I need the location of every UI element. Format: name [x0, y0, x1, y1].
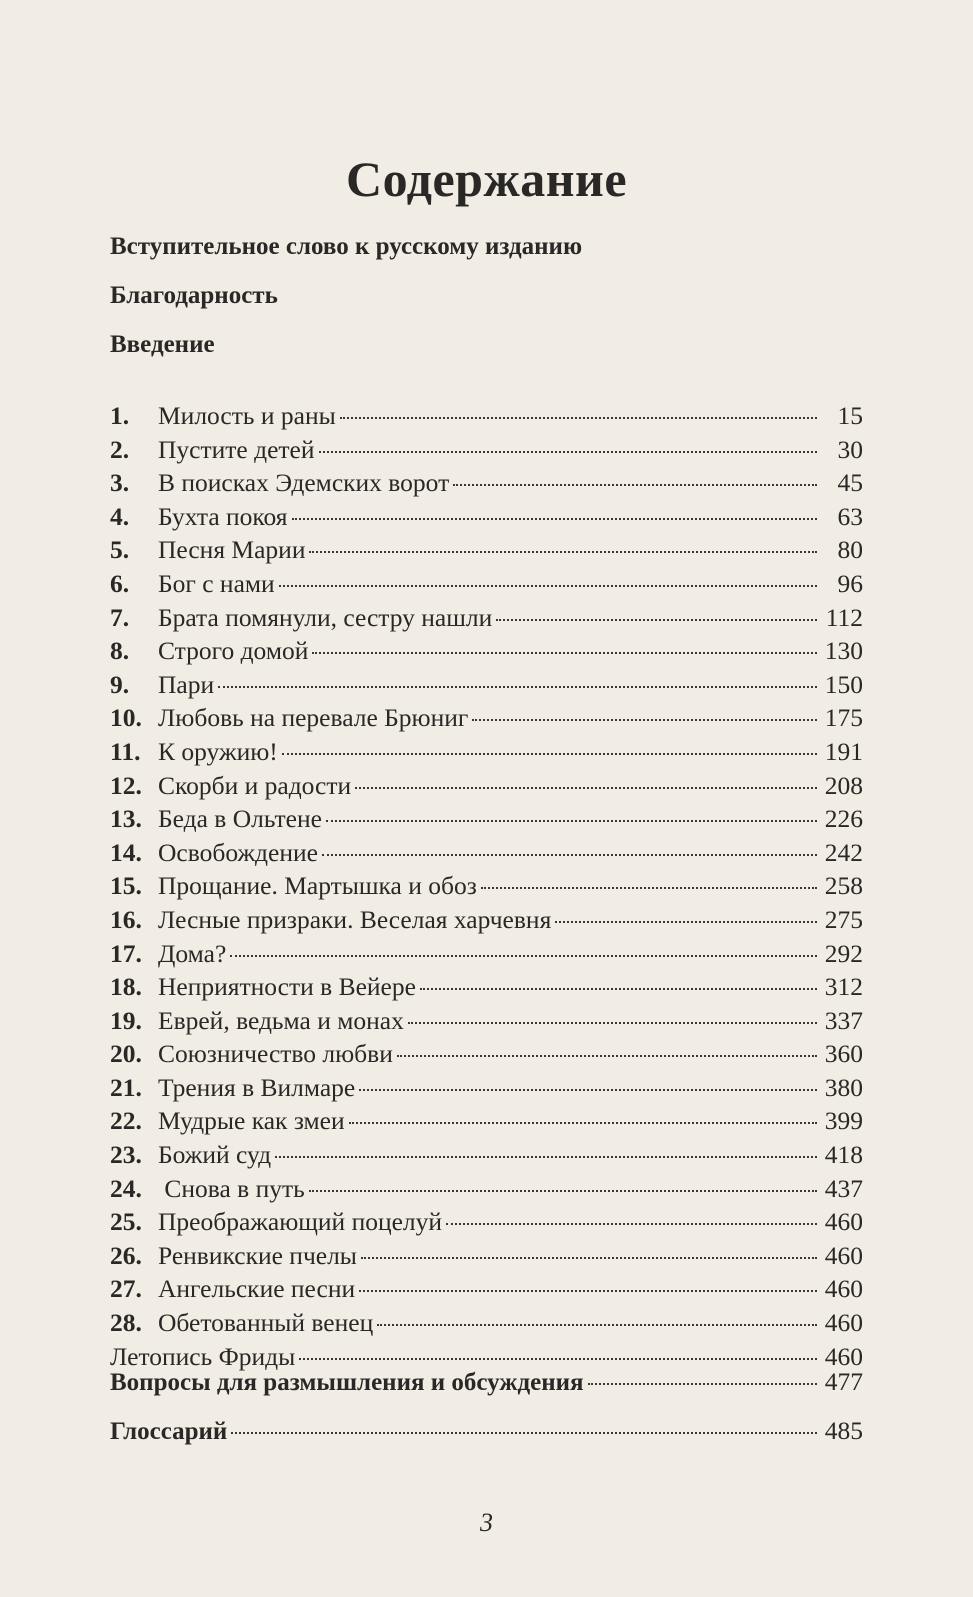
chapter-number: 27.: [110, 1274, 142, 1304]
chapter-page: 337: [824, 1005, 863, 1035]
chapter-title: Лесные призраки. Веселая харчевня: [158, 904, 552, 934]
front-matter-acknowledgements: Благодарность: [110, 282, 278, 309]
toc-entry: [110, 838, 863, 872]
back-matter-label: Вопросы для размышления и обсуждения: [110, 1369, 584, 1396]
toc-entry: [110, 502, 863, 536]
toc-entry: [110, 401, 863, 435]
chapter-number: 2.: [110, 434, 130, 464]
chapter-title: Бухта покоя: [158, 501, 288, 531]
chapter-page: 80: [837, 535, 863, 565]
dot-leader: [481, 887, 817, 889]
chapter-page: 63: [837, 501, 863, 531]
chapter-title: Строго домой: [158, 636, 309, 666]
toc-entry: [110, 1274, 863, 1308]
front-matter-foreword: Вступительное слово к русскому изданию: [110, 233, 583, 260]
toc-entry: [110, 435, 863, 469]
chapter-number: 1.: [110, 401, 130, 430]
toc-entry: [110, 1006, 863, 1040]
chapter-page: 399: [824, 1106, 863, 1136]
chapter-number: 17.: [110, 938, 142, 968]
dot-leader: [319, 451, 817, 453]
chapter-page: 460: [824, 1308, 863, 1338]
dot-leader: [420, 988, 817, 990]
table-of-contents: [110, 401, 863, 1375]
chapter-page: 380: [824, 1072, 863, 1102]
chapter-title: Пари: [158, 669, 215, 699]
chapter-number: 18.: [110, 972, 142, 1002]
chapter-page: 130: [824, 636, 863, 666]
dot-leader: [377, 1324, 817, 1326]
chapter-title: Мудрые как змеи: [158, 1106, 345, 1136]
chapter-number: 6.: [110, 568, 130, 598]
toc-entry: [110, 1106, 863, 1140]
chapter-page: 460: [824, 1240, 863, 1270]
chapter-page: 175: [824, 703, 863, 733]
chapter-title: Дома?: [158, 938, 227, 968]
chapter-page: 360: [824, 1039, 863, 1069]
chapter-page: 292: [824, 938, 863, 968]
toc-entry: [110, 939, 863, 973]
dot-leader: [275, 1156, 817, 1158]
chapter-number: 4.: [110, 501, 130, 531]
dot-leader: [231, 1432, 817, 1434]
chapter-page: 15: [837, 401, 863, 430]
chapter-number: 20.: [110, 1039, 142, 1069]
chapter-number: 25.: [110, 1207, 142, 1237]
chapter-page: 30: [837, 434, 863, 464]
chapter-page: 312: [824, 972, 863, 1002]
chapter-page: 275: [824, 904, 863, 934]
back-matter-label: Глоссарий: [110, 1418, 228, 1445]
chapter-title: Освобождение: [158, 837, 318, 867]
chapter-title: Ренвикские пчелы: [158, 1240, 357, 1270]
chapter-number: 8.: [110, 636, 130, 666]
chapter-title: Неприятности в Вейере: [158, 972, 416, 1002]
chapter-number: 13.: [110, 804, 142, 834]
chapter-number: 10.: [110, 703, 142, 733]
chapter-title: Песня Марии: [158, 535, 306, 565]
chapter-number: 21.: [110, 1072, 142, 1102]
toc-entry: [110, 871, 863, 905]
front-matter-introduction: Введение: [110, 331, 215, 358]
chapter-title: Божий суд: [158, 1140, 272, 1170]
chapter-title: Еврей, ведьма и монах: [158, 1005, 404, 1035]
chapter-title: Брата помянули, сестру нашли: [158, 602, 493, 632]
toc-entry: [110, 1140, 863, 1174]
chapter-number: 12.: [110, 770, 142, 800]
dot-leader: [349, 1122, 817, 1124]
toc-entry: [110, 1308, 863, 1342]
chapter-page: 418: [824, 1140, 863, 1170]
dot-leader: [322, 854, 817, 856]
toc-entry: [110, 1039, 863, 1073]
dot-leader: [299, 1358, 817, 1360]
chapter-title: Союзничество любви: [158, 1039, 393, 1069]
chapter-page: 460: [824, 1341, 863, 1371]
dot-leader: [472, 719, 817, 721]
chapter-page: 460: [824, 1274, 863, 1304]
page-title: Содержание: [345, 151, 628, 207]
dot-leader: [218, 686, 817, 688]
toc-entry: [110, 905, 863, 939]
dot-leader: [312, 652, 817, 654]
dot-leader: [361, 1257, 817, 1259]
dot-leader: [397, 1055, 817, 1057]
toc-entry: [110, 1207, 863, 1241]
dot-leader: [326, 820, 817, 822]
chapter-number: 23.: [110, 1140, 142, 1170]
chapter-number: 5.: [110, 535, 130, 565]
back-matter-page: 485: [824, 1416, 863, 1445]
chapter-number: 14.: [110, 837, 142, 867]
chapter-number: 3.: [110, 468, 130, 498]
toc-entry: [110, 670, 863, 704]
chapter-title: Пустите детей: [158, 434, 315, 464]
dot-leader: [230, 955, 817, 957]
chapter-page: 226: [824, 804, 863, 834]
chapter-number: 24.: [110, 1173, 142, 1203]
page-number: 3: [480, 1508, 493, 1537]
chapter-number: 22.: [110, 1106, 142, 1136]
toc-entry: [110, 737, 863, 771]
dot-leader: [408, 1022, 817, 1024]
toc-entry: [110, 535, 863, 569]
chapter-page: 208: [824, 770, 863, 800]
dot-leader: [355, 787, 817, 789]
chapter-number: 28.: [110, 1308, 142, 1338]
chapter-number: 15.: [110, 871, 142, 901]
back-matter-page: 477: [824, 1367, 863, 1396]
chapter-number: 26.: [110, 1240, 142, 1270]
toc-entry: [110, 703, 863, 737]
chapter-number: 9.: [110, 669, 130, 699]
chapter-page: 242: [824, 837, 863, 867]
chapter-title: Обетованный венец: [158, 1308, 374, 1338]
chapter-title: Любовь на перевале Брюниг: [158, 703, 469, 733]
toc-entry: [110, 804, 863, 838]
dot-leader: [340, 417, 817, 419]
chapter-title: Бог с нами: [158, 568, 275, 598]
dot-leader: [292, 518, 817, 520]
chapter-number: 7.: [110, 602, 130, 632]
chapter-page: 460: [824, 1207, 863, 1237]
chapter-title: Прощание. Мартышка и обоз: [158, 871, 477, 901]
chapter-title: Беда в Ольтене: [158, 804, 322, 834]
chapter-title: Снова в путь: [158, 1173, 305, 1203]
chapter-page: 150: [824, 669, 863, 699]
dot-leader: [279, 585, 817, 587]
toc-entry: [110, 972, 863, 1006]
chapter-page: 112: [825, 602, 863, 632]
chapter-title: Преображающий поцелуй: [158, 1207, 443, 1237]
dot-leader: [309, 551, 817, 553]
dot-leader: [446, 1223, 817, 1225]
dot-leader: [282, 753, 817, 755]
back-matter-questions: [110, 1367, 863, 1401]
toc-entry: [110, 468, 863, 502]
chapter-title: К оружию!: [158, 736, 278, 766]
chapter-title: Скорби и радости: [158, 770, 352, 800]
chapter-page: 437: [824, 1173, 863, 1203]
toc-entry: [110, 569, 863, 603]
toc-entry: [110, 1241, 863, 1275]
dot-leader: [359, 1089, 817, 1091]
chapter-number: 11.: [110, 736, 141, 766]
chapter-number: 16.: [110, 904, 142, 934]
chapter-page: 45: [837, 468, 863, 498]
toc-entry: [110, 1073, 863, 1107]
chapter-title: Трения в Вилмаре: [158, 1072, 356, 1102]
chapter-page: 191: [824, 736, 863, 766]
toc-entry: [110, 771, 863, 805]
toc-entry: [110, 1174, 863, 1208]
chapter-title: Милость и раны: [158, 401, 336, 430]
toc-entry: [110, 636, 863, 670]
dot-leader: [555, 921, 817, 923]
dot-leader: [309, 1190, 817, 1192]
chapter-page: 96: [837, 568, 863, 598]
chapter-title: Летопись Фриды: [110, 1341, 296, 1371]
toc-entry: [110, 603, 863, 637]
back-matter-glossary: [110, 1416, 863, 1450]
chapter-title: В поисках Эдемских ворот: [158, 468, 450, 498]
dot-leader: [359, 1290, 817, 1292]
chapter-number: 19.: [110, 1005, 142, 1035]
dot-leader: [588, 1383, 817, 1385]
dot-leader: [496, 619, 817, 621]
chapter-title: Ангельские песни: [158, 1274, 356, 1304]
dot-leader: [453, 484, 817, 486]
chapter-page: 258: [824, 871, 863, 901]
